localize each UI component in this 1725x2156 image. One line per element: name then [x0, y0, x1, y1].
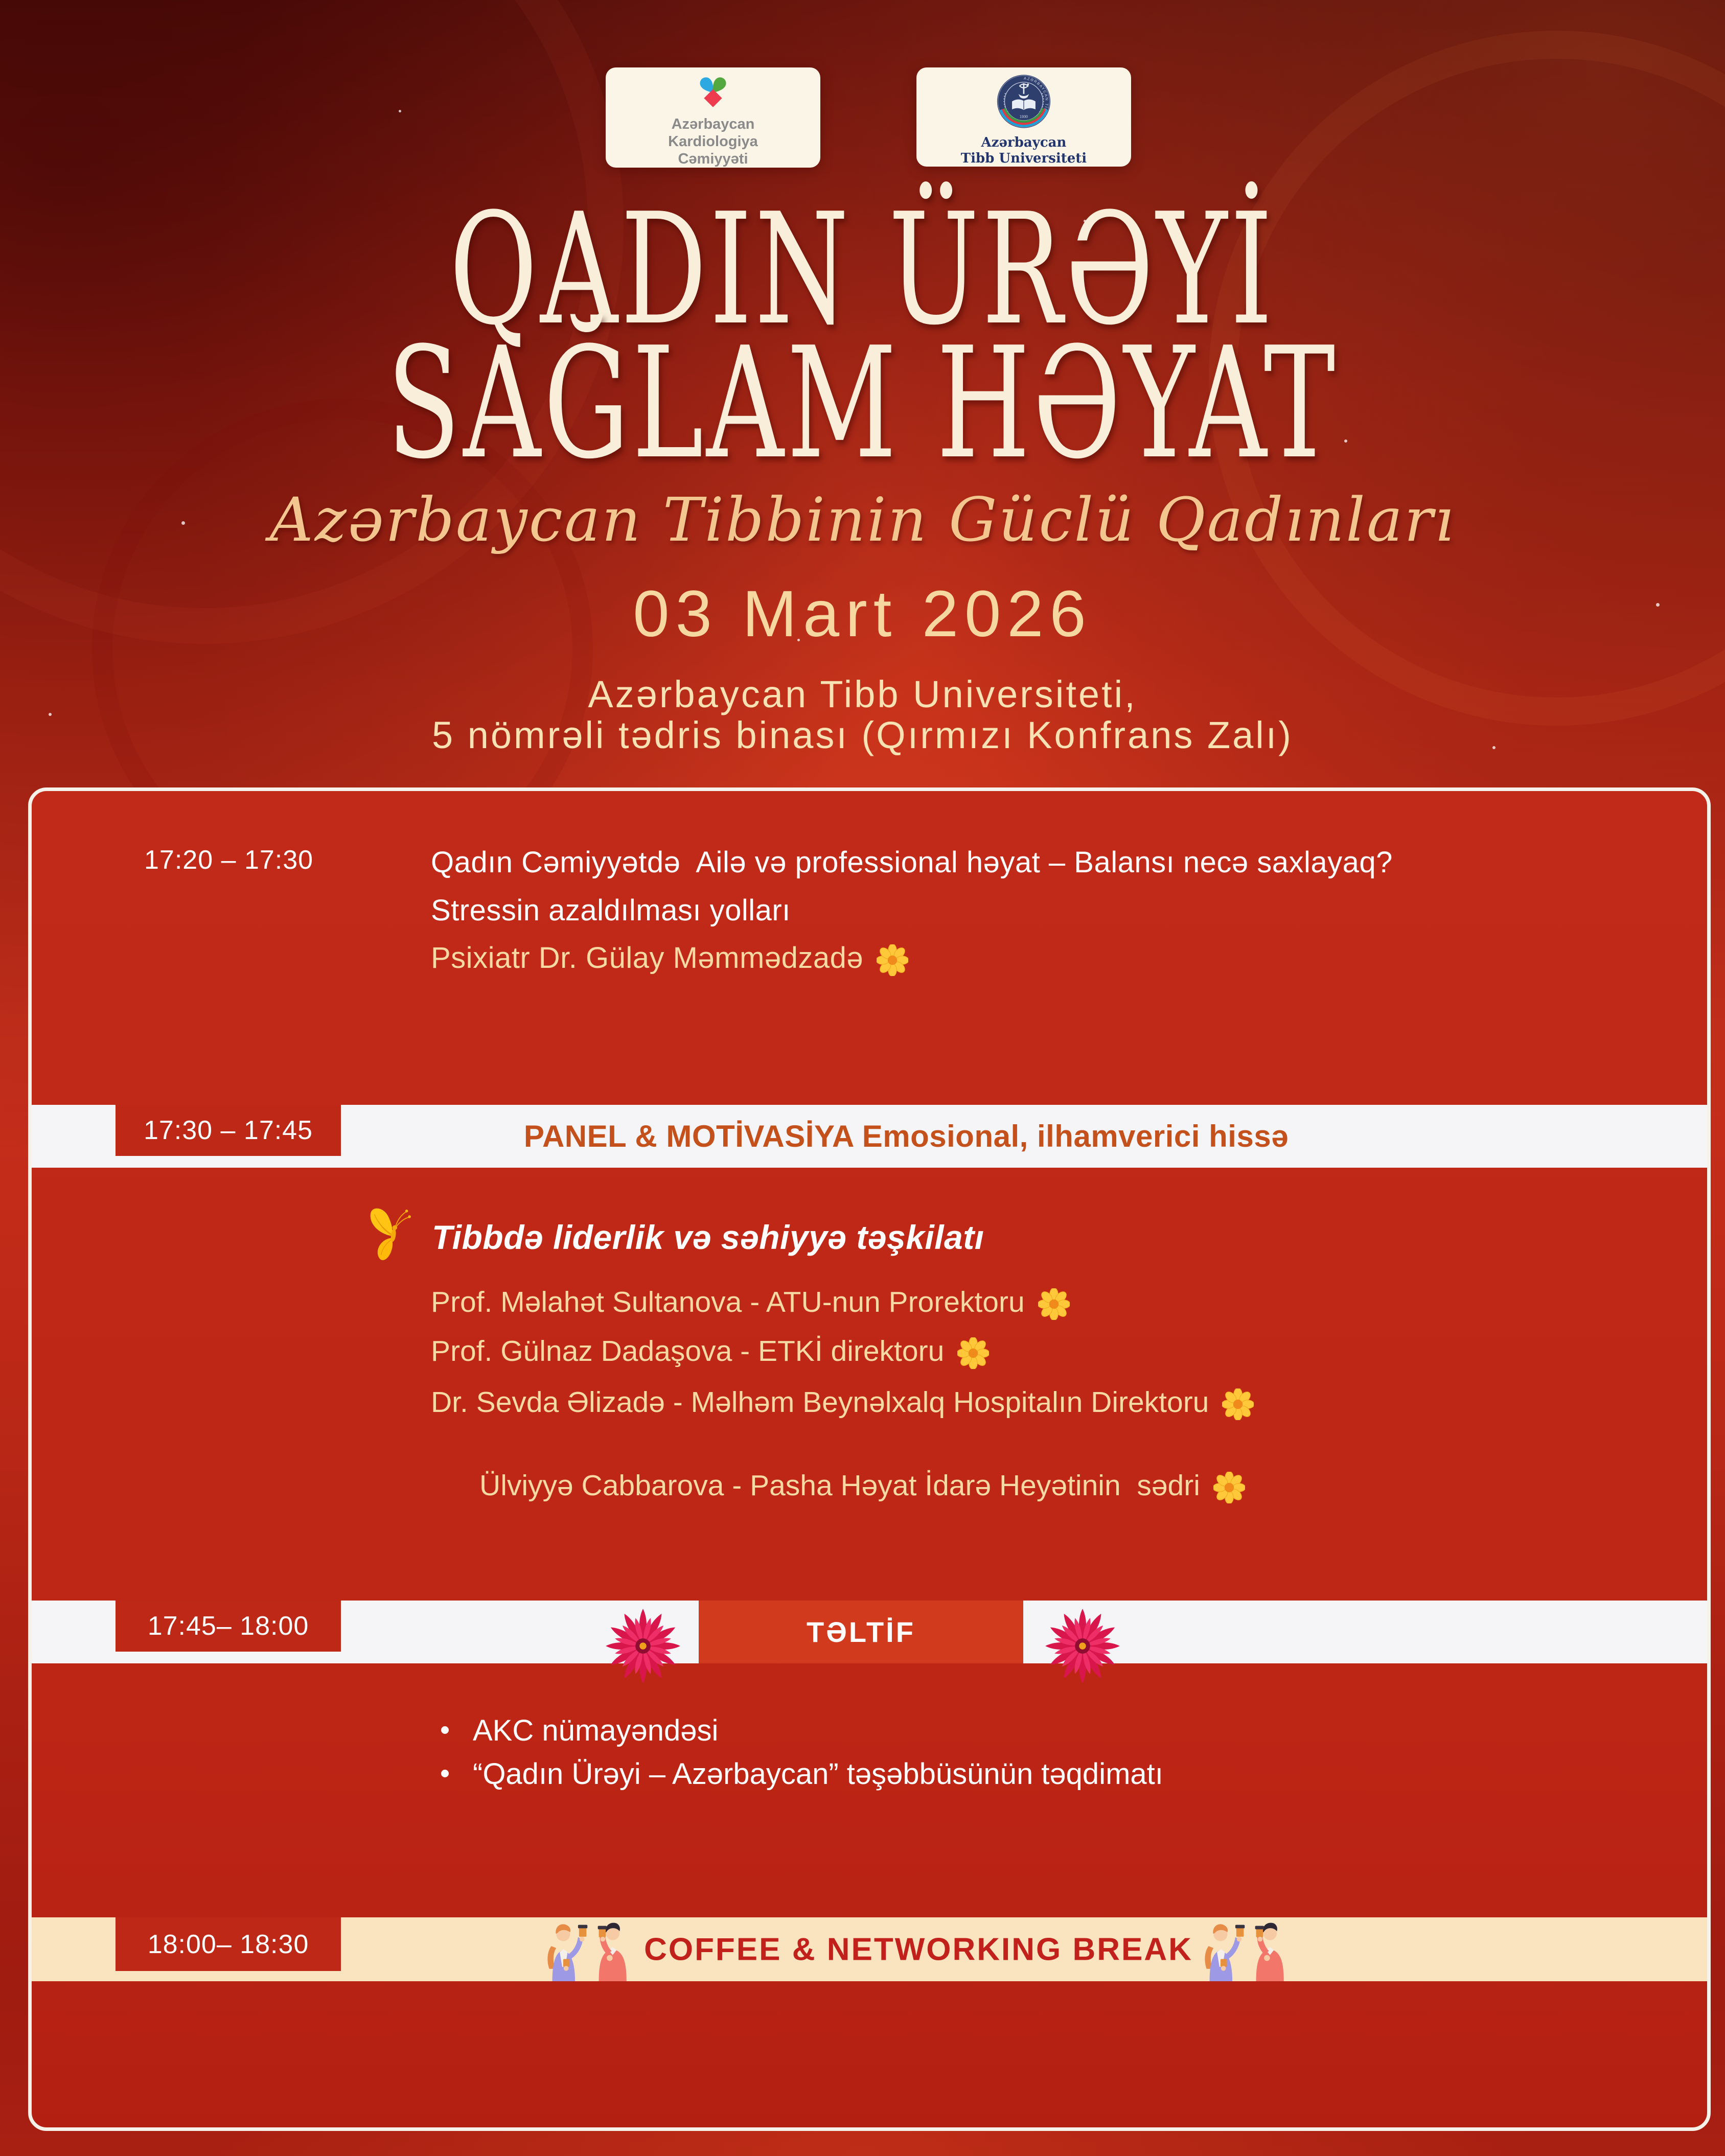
- akc-name-line: Azərbaycan: [671, 116, 755, 132]
- atu-name-line: Tibb Universiteti: [960, 151, 1087, 166]
- panelist: Prof. Məlahət Sultanova - ATU-nun Prorektoru: [431, 1285, 1070, 1320]
- session3-items: [440, 1714, 1163, 1801]
- atu-logo-card: [916, 67, 1131, 167]
- session4-banner: COFFEE & NETWORKING BREAK: [644, 1932, 1193, 1967]
- event-date: 03 Mart 2026: [633, 577, 1092, 651]
- coffee-people-icon: [536, 1919, 648, 1981]
- session3-band: [32, 1601, 1707, 1663]
- panelist: Prof. Gülnaz Dadaşova - ETKİ direktoru: [431, 1334, 989, 1369]
- flower-icon: [957, 1337, 989, 1369]
- atu-name-line: Azərbaycan: [981, 135, 1067, 150]
- atu-seal-year: 1930: [1019, 114, 1028, 119]
- session1-time: 17:20 – 17:30: [144, 845, 314, 875]
- session3-banner: TƏLTİF: [807, 1616, 915, 1648]
- akc-logo-text: [668, 115, 758, 168]
- red-flower-icon: [1040, 1605, 1125, 1687]
- list-item: “Qadın Ürəyi – Azərbaycan” təşəbbüsünün təqdimatı: [440, 1757, 1163, 1791]
- akc-name-line: Cəmiyyəti: [678, 151, 748, 167]
- atu-logo-text: [961, 135, 1087, 167]
- atu-seal-icon: [992, 71, 1056, 134]
- session1-topic-line1: Qadın Cəmiyyətdə Ailə və professional həyat – Balansı necə saxlayaq?: [431, 846, 1393, 879]
- akc-logo-card: [606, 67, 820, 168]
- flower-icon: [1222, 1388, 1254, 1420]
- schedule-panel: [28, 787, 1711, 2131]
- session2-banner: PANEL & MOTİVASİYA Emosional, ilhamverici hissə: [523, 1119, 1289, 1153]
- atu-seal-text: AZƏRBAYCAN TİBB UNİVERSİTETİ: [1006, 76, 1049, 127]
- flower-icon: [877, 944, 908, 976]
- session2-band: [32, 1105, 1707, 1168]
- session4-time: 18:00– 18:30: [116, 1917, 341, 1971]
- session3-time: 17:45– 18:00: [116, 1601, 341, 1652]
- flower-icon: [1038, 1288, 1070, 1320]
- poster-title-line1: QADIN ÜRƏYİ: [449, 180, 1276, 359]
- poster-title-line2: SAĞLAM HƏYAT: [386, 314, 1339, 493]
- sparkle: [399, 110, 401, 112]
- panelist: Dr. Sevda Əlizadə - Məlhəm Beynəlxalq Hospitalın Direktoru: [431, 1385, 1254, 1420]
- session2-time: 17:30 – 17:45: [116, 1105, 341, 1156]
- session3-banner-box: [699, 1601, 1023, 1663]
- butterfly-icon: [365, 1203, 417, 1268]
- venue-line1: Azərbaycan Tibb Universiteti,: [588, 673, 1137, 715]
- akc-heart-icon: [688, 74, 738, 115]
- session1-speaker: [431, 941, 908, 976]
- panel-heading: Tibbdə liderlik və səhiyyə təşkilatı: [432, 1218, 984, 1256]
- flower-icon: [1213, 1472, 1245, 1503]
- session1-topic-line2: Stressin azaldılması yolları: [431, 894, 791, 927]
- red-flower-icon: [600, 1605, 686, 1687]
- list-item: AKC nümayəndəsi: [440, 1714, 1163, 1748]
- session4-band: [32, 1917, 1707, 1981]
- akc-name-line: Kardiologiya: [668, 133, 758, 150]
- panelist: Ülviyyə Cabbarova - Pasha Həyat İdarə Heyətinin sədri: [431, 1435, 1245, 1537]
- venue-line2: 5 nömrəli tədris binası (Qırmızı Konfrans Zalı): [432, 714, 1293, 756]
- session1-speaker-name: Psixiatr Dr. Gülay Məmmədzadə: [431, 941, 864, 975]
- poster-subtitle: Azərbaycan Tibbinin Güclü Qadınları: [269, 484, 1456, 555]
- coffee-people-icon: [1193, 1919, 1305, 1981]
